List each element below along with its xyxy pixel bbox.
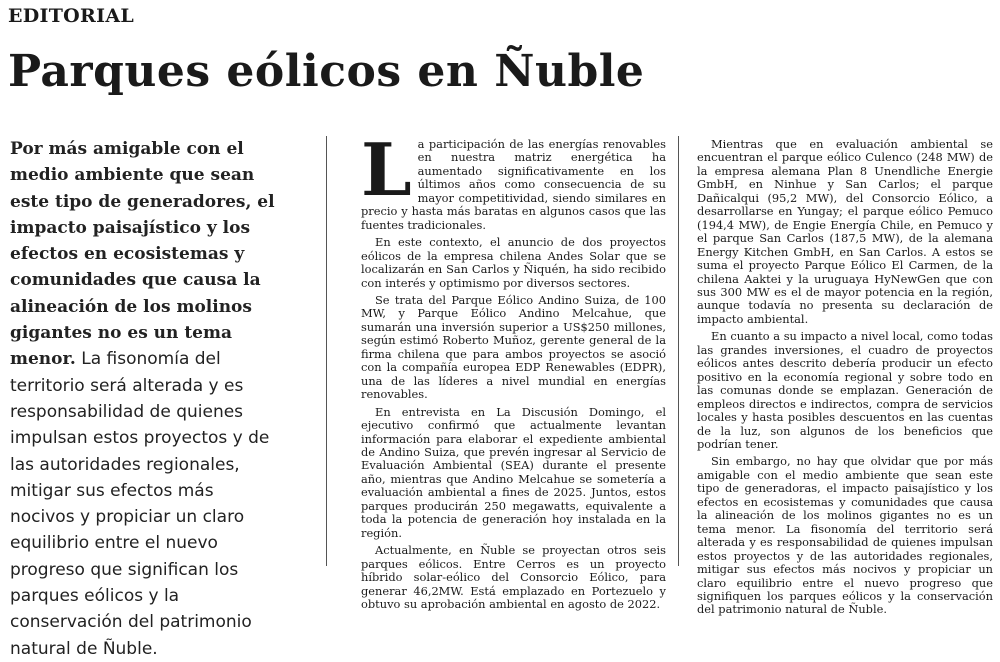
lead-regular-text: La fisonomía del territorio será alterada y es responsabilidad de quienes impulsan estos proyectos y de las autoridades regionales, mitigar sus efectos más nocivos y propiciar un claro equilibrio entre el nuevo progreso que significan los parques eólicos y la conservación del patrimonio natural de Ñuble. [10,349,270,659]
drop-cap: L [361,127,412,212]
body-paragraph: Se trata del Parque Eólico Andino Suiza, de 100 MW, y Parque Eólico Andino Melcahue, que sumarán una inversión superior a US$250 millones, según estimó Roberto Muñoz, gerente general de la firma chilena que para ambos proyectos se asoció con la compañía europea EDP Renewables (EDPR), una de las líderes a nivel mundial en energías renovables. [361,292,666,402]
body-paragraph: Actualmente, en Ñuble se proyectan otros seis parques eólicos. Entre Cerros es un proyecto híbrido solar-eólico del Consorcio Eólico, para generar 46,2MW. Está emplazado en Portezuelo y obtuvo su aprobación ambiental en agosto de 2022. [361,543,666,611]
body-paragraph: En este contexto, el anuncio de dos proyectos eólicos de la empresa chilena Andes Solar que se localizarán en San Carlos y Ñiquén, ha sido recibido con interés y optimismo por diversos sectores. [361,235,666,290]
page-title: Parques eólicos en Ñuble [8,46,645,97]
body-paragraph: Mientras que en evaluación ambiental se encuentran el parque eólico Culenco (248 MW) de la empresa alemana Plan 8 Unendliche Energie GmbH, en Ninhue y San Carlos; el parque Dañicalqui (95,2 MW), del Consorcio Eólico, a desarrollarse en Yungay; el parque eólico Pemuco (194,4 MW), de Engie Energía Chile, en Pemuco y el parque San Carlos (187,5 MW), de la alemana Energy Kitchen GmbH, en San Carlos. A estos se suma el proyecto Parque Eólico El Carmen, de la chilena Aaktei y la uruguaya HyNewGen que con sus 300 MW es el de mayor potencia en la región, aunque todavía no presenta su declaración de impacto ambiental. [697,137,993,326]
body-column-1 [361,127,666,615]
lead-paragraph [10,136,282,662]
body-paragraph: En cuanto a su impacto a nivel local, como todas las grandes inversiones, el cuadro de proyectos eólicos antes descrito debería producir un efecto positivo en la economía regional y sobre todo en las comunas donde se emplazan. Generación de empleos directos e indirectos, compra de servicios locales y hasta posibles descuentos en las cuentas de la luz, son algunos de los beneficios que podrían tener. [697,329,993,451]
body-paragraph [361,127,666,232]
lead-bold-text: Por más amigable con el medio ambiente que sean este tipo de generadores, el impacto paisajístico y los efectos en ecosistemas y comunidades que causa la alineación de los molinos gigantes no es un tema menor. [10,139,275,370]
body-paragraph: En entrevista en La Discusión Domingo, el ejecutivo confirmó que actualmente levantan información para elaborar el expediente ambiental de Andino Suiza, que prevén ingresar al Servicio de Evaluación Ambiental (SEA) durante el presente año, mientras que Andino Melcahue se sometería a evaluación ambiental a fines de 2025. Juntos, estos parques producirán 250 megawatts, equivalente a toda la potencia de generación hoy instalada en la región. [361,404,666,540]
section-label: EDITORIAL [8,5,135,27]
column-divider-right [678,136,679,566]
first-paragraph-text: a participación de las energías renovables en nuestra matriz energética ha aumentado significativamente en los últimos años como consecuencia de su mayor competitividad, siendo similares en precio y hasta más baratas en algunos casos que las fuentes tradicionales. [361,137,666,232]
body-column-2 [697,138,993,621]
column-divider-left [326,136,327,566]
body-paragraph: Sin embargo, no hay que olvidar que por más amigable con el medio ambiente que sean este tipo de generadoras, el impacto paisajístico y los efectos en ecosistemas y comunidades que causa la alineación de los molinos gigantes no es un tema menor. La fisonomía del territorio será alterada y es responsabilidad de quienes impulsan estos proyectos y de las autoridades regionales, mitigar sus efectos más nocivos y propiciar un claro equilibrio entre el nuevo progreso que signifiquen los parques eólicos y la conservación del patrimonio natural de Ñuble. [697,454,993,617]
